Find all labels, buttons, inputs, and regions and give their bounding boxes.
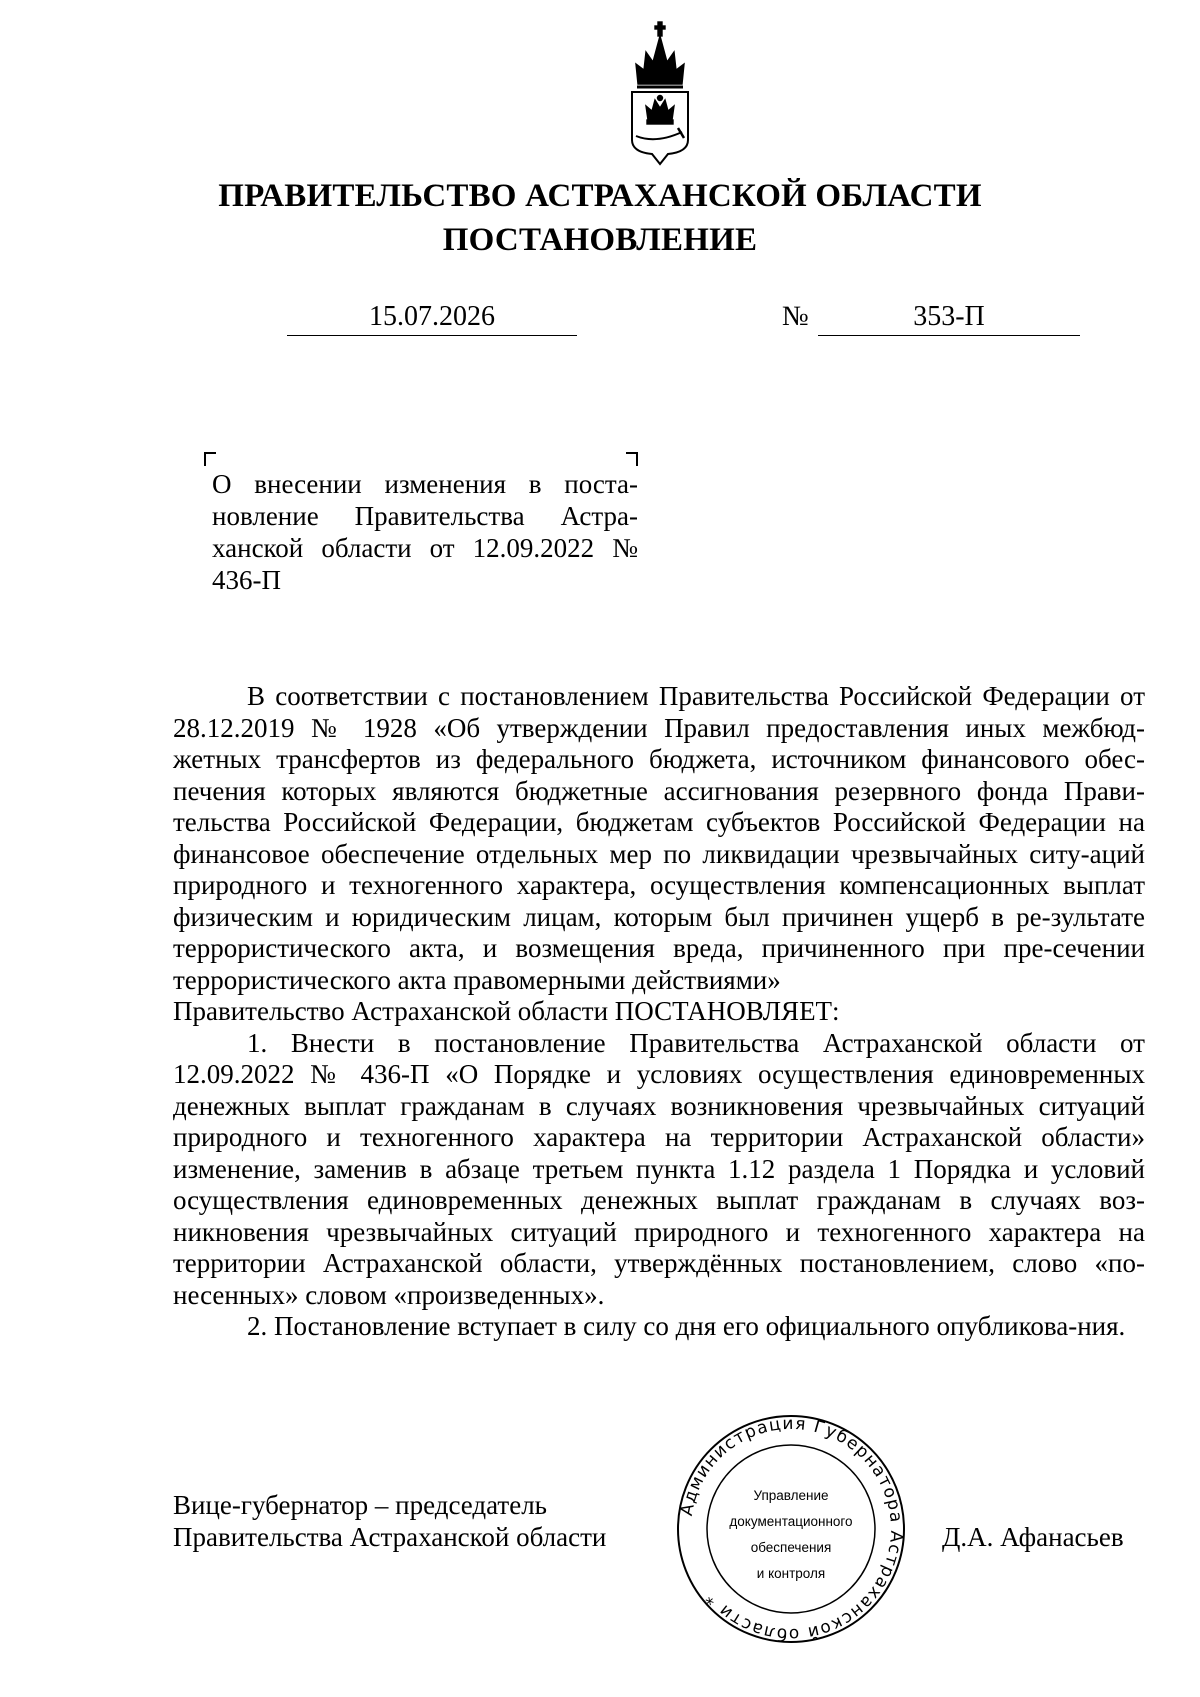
resolves-paragraph: Правительство Астраханской области ПОСТАНОВЛЯЕТ: bbox=[173, 996, 840, 1026]
astrakhan-coat-of-arms-icon bbox=[622, 14, 698, 166]
stamp-line-3: обеспечения bbox=[750, 1540, 832, 1555]
subject-corner-top-right bbox=[626, 452, 638, 466]
preamble-paragraph: В соответствии с постановлением Правительства Российской Федерации от 28.12.2019 № 1928 «Об утверждении Правил предоставления иных межбюд-жетных трансфертов из федерального бюджета, источником финансового обес-печения которых являются бюджетные ассигнования резервного фонда Прави-тельства Российской Федерации, бюджетам субъектов Российской Федерации на финансовое обеспечение отдельных мер по ликвидации чрезвычайных ситу-аций природного и техногенного характера, осуществления компенсационных выплат физическим и юридическим лицам, которым был причинен ущерб в ре-зультате террористического акта, и возмещения вреда, причиненного при пре-сечении террористического акта правомерными действиями» bbox=[173, 681, 1145, 995]
stamp-line-2: документационного bbox=[729, 1514, 853, 1529]
document-subject: О внесении изменения в поста-новление Правительства Астра-ханской области от 12.09.2022 № 436-П bbox=[212, 469, 638, 595]
signatory-position bbox=[173, 1489, 606, 1553]
document-number: 353-П bbox=[818, 300, 1080, 336]
stamp-line-4: и контроля bbox=[756, 1566, 826, 1581]
item-2-paragraph: 2. Постановление вступает в силу со дня его официального опубликова-ния. bbox=[247, 1311, 1126, 1341]
document-type: ПОСТАНОВЛЕНИЕ bbox=[442, 222, 758, 258]
document-body bbox=[173, 681, 1145, 1343]
signatory-position-line-1: Вице-губернатор – председатель bbox=[173, 1490, 547, 1520]
stamp-line-1: Управление bbox=[753, 1488, 829, 1503]
government-title: ПРАВИТЕЛЬСТВО АСТРАХАНСКОЙ ОБЛАСТИ bbox=[218, 178, 982, 214]
signatory-name: Д.А. Афанасьев bbox=[942, 1522, 1124, 1552]
official-stamp bbox=[676, 1414, 906, 1644]
number-label: № bbox=[782, 301, 809, 332]
signatory-position-line-2: Правительства Астраханской области bbox=[173, 1522, 607, 1552]
stamp-ring-text: Администрация Губернатора Астраханской области * bbox=[676, 1414, 906, 1644]
document-date: 15.07.2026 bbox=[287, 300, 577, 336]
subject-corner-top-left bbox=[204, 452, 216, 466]
svg-text:Администрация Губернатора Астр bbox=[677, 1414, 906, 1644]
item-1-paragraph: 1. Внести в постановление Правительства Астраханской области от 12.09.2022 № 436-П «О Порядке и условиях осуществления единовременных денежных выплат гражданам в случаях возникновения чрезвычайных ситуаций природного и техногенного характера на территории Астраханской области» изменение, заменив в абзаце третьем пункта 1.12 раздела 1 Порядка и условий осуществления единовременных денежных выплат гражданам в случаях воз-никновения чрезвычайных ситуаций природного и техногенного характера на территории Астраханской области, утверждённых постановлением, слово «по-несенных» словом «произведенных». bbox=[173, 1027, 1145, 1310]
